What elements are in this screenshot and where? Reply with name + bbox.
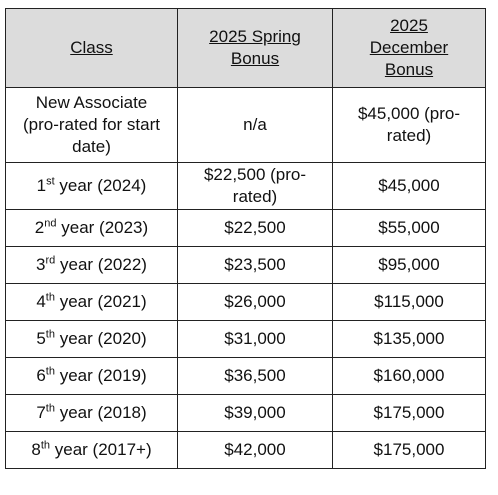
bonus-table-container	[5, 8, 486, 469]
spring-cell: $23,500	[178, 247, 333, 284]
spring-cell: n/a	[178, 88, 333, 163]
spring-cell	[178, 163, 333, 210]
spring-line1: $22,500 (pro-	[203, 165, 307, 184]
class-cell: 5th year (2020)	[6, 321, 178, 358]
header-december-line3: Bonus	[384, 60, 434, 79]
december-cell: $160,000	[333, 358, 486, 395]
spring-cell: $36,500	[178, 358, 333, 395]
december-cell	[333, 88, 486, 163]
header-december-line2: December	[369, 38, 449, 57]
class-line3: date)	[72, 137, 111, 156]
class-line2: (pro-rated for start	[23, 115, 160, 134]
header-december-bonus	[333, 9, 486, 88]
header-row	[6, 9, 486, 88]
header-spring-bonus	[178, 9, 333, 88]
spring-cell: $26,000	[178, 284, 333, 321]
table-row	[6, 284, 486, 321]
december-cell: $55,000	[333, 210, 486, 247]
december-line2: rated)	[386, 126, 432, 145]
spring-cell: $22,500	[178, 210, 333, 247]
bonus-table	[5, 8, 486, 469]
table-row	[6, 432, 486, 469]
header-spring-line1: 2025 Spring	[209, 27, 301, 46]
class-cell	[6, 88, 178, 163]
class-cell: 8th year (2017+)	[6, 432, 178, 469]
class-cell: 7th year (2018)	[6, 395, 178, 432]
table-row	[6, 358, 486, 395]
header-december-line1: 2025	[390, 16, 428, 35]
december-cell: $175,000	[333, 395, 486, 432]
class-cell: 3rd year (2022)	[6, 247, 178, 284]
header-class-label: Class	[70, 38, 113, 57]
class-cell: 1st year (2024)	[6, 163, 178, 210]
class-line1: New Associate	[35, 93, 148, 112]
header-class	[6, 9, 178, 88]
spring-line2: rated)	[232, 187, 278, 206]
december-line1: $45,000 (pro-	[357, 104, 461, 123]
table-row-new-associate	[6, 88, 486, 163]
spring-cell: $42,000	[178, 432, 333, 469]
december-cell: $175,000	[333, 432, 486, 469]
class-cell: 2nd year (2023)	[6, 210, 178, 247]
table-row	[6, 163, 486, 210]
december-cell: $45,000	[333, 163, 486, 210]
class-cell: 4th year (2021)	[6, 284, 178, 321]
december-cell: $95,000	[333, 247, 486, 284]
table-row	[6, 210, 486, 247]
spring-cell: $39,000	[178, 395, 333, 432]
spring-cell: $31,000	[178, 321, 333, 358]
december-cell: $115,000	[333, 284, 486, 321]
header-spring-line2: Bonus	[230, 49, 280, 68]
table-row	[6, 395, 486, 432]
class-cell: 6th year (2019)	[6, 358, 178, 395]
december-cell: $135,000	[333, 321, 486, 358]
table-row	[6, 321, 486, 358]
table-row	[6, 247, 486, 284]
